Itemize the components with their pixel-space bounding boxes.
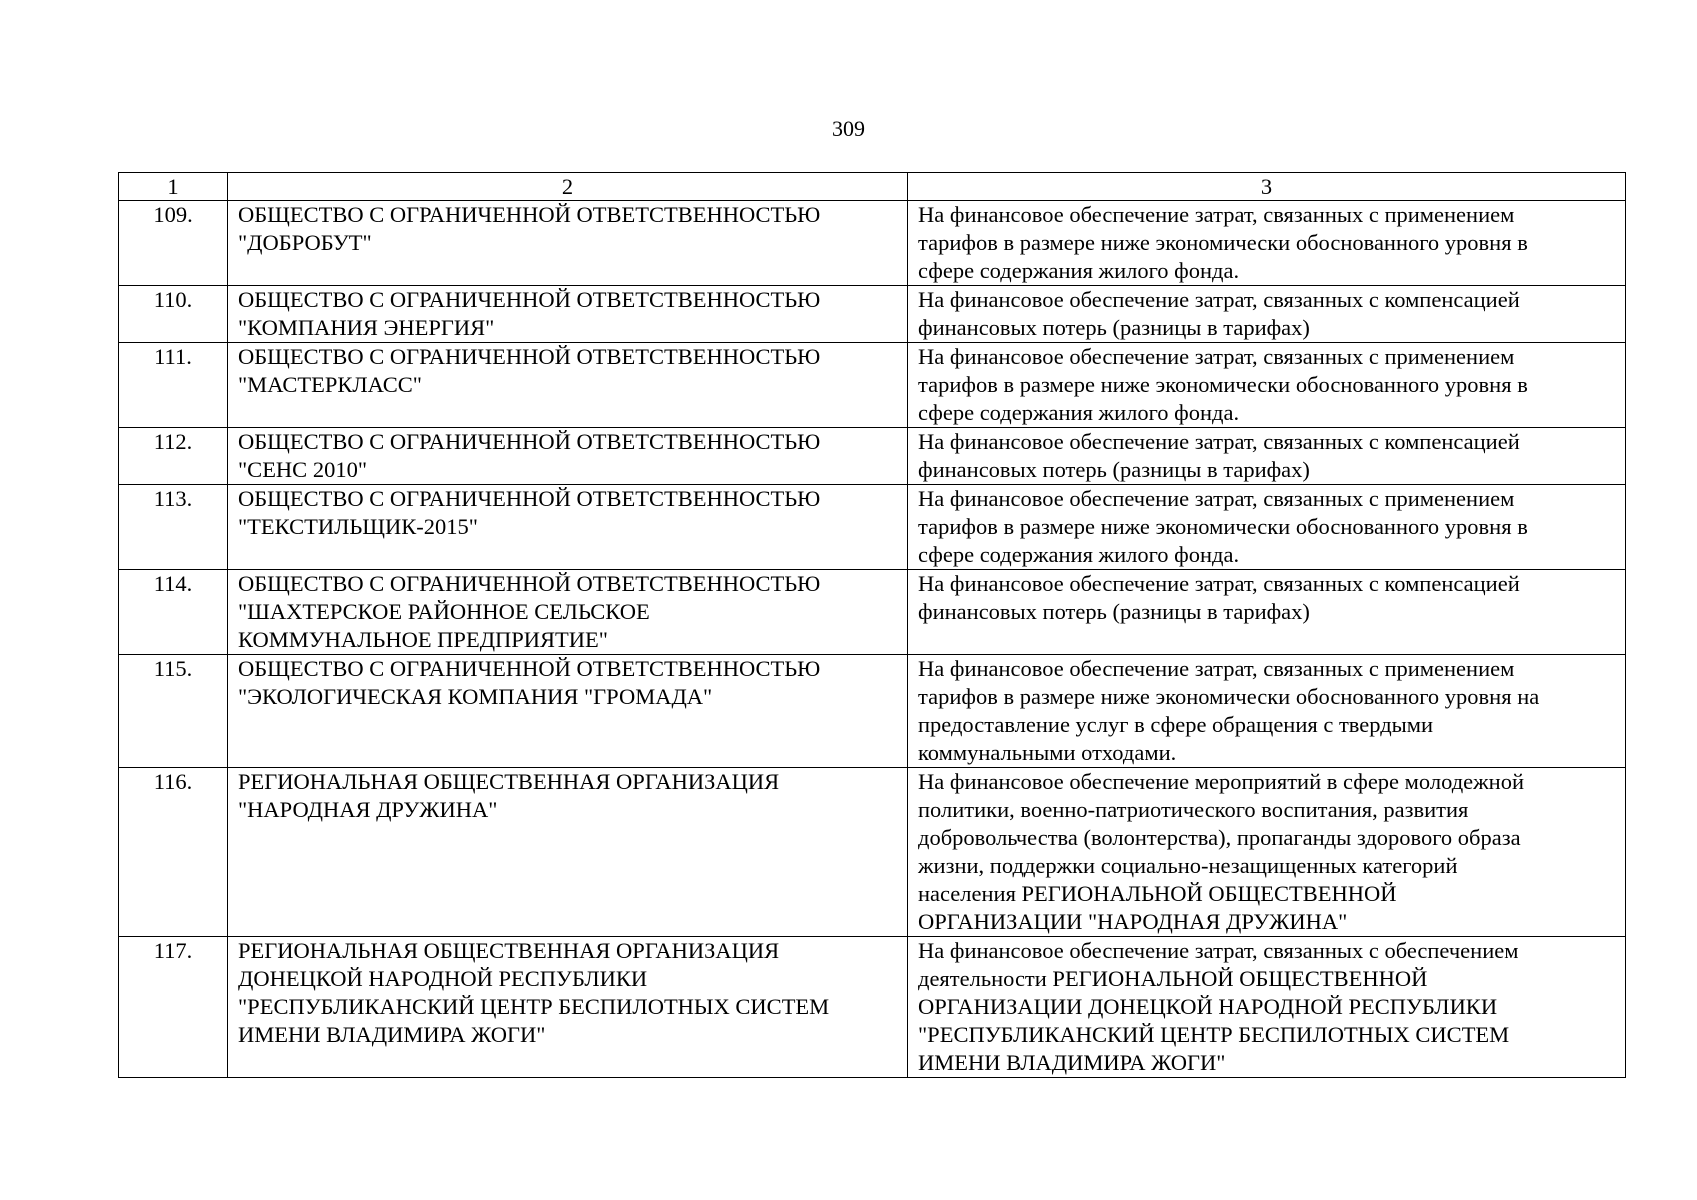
subsidy-purpose [908, 937, 1626, 1078]
table-row [119, 655, 1626, 768]
subsidy-purpose-text: На финансовое обеспечение затрат, связанных с применением тарифов в размере ниже экономически обоснованного уровня на предоставление услуг в сфере обращения с твердыми коммунальными отходами. [918, 656, 1540, 765]
organization-name-text: ОБЩЕСТВО С ОГРАНИЧЕННОЙ ОТВЕТСТВЕННОСТЬЮ "МАСТЕРКЛАСС" [238, 344, 821, 397]
subsidy-purpose-text: На финансовое обеспечение затрат, связанных с компенсацией финансовых потерь (разницы в тарифах) [918, 429, 1520, 482]
subsidy-purpose [908, 343, 1626, 428]
subsidy-purpose-text: На финансовое обеспечение мероприятий в сфере молодежной политики, военно-патриотического воспитания, развития добровольчества (волонтерства), пропаганды здорового образа жизни, поддержки социально-незащищенных категорий населения РЕГИОНАЛЬНОЙ ОБЩЕСТВЕННОЙ ОРГАНИЗАЦИИ "НАРОДНАЯ ДРУЖИНА" [918, 769, 1525, 934]
subsidy-purpose-text: На финансовое обеспечение затрат, связанных с применением тарифов в размере ниже экономически обоснованного уровня в сфере содержания жилого фонда. [918, 202, 1528, 283]
header-col-2: 2 [228, 173, 908, 201]
subsidy-purpose [908, 485, 1626, 570]
organization-name-text: ОБЩЕСТВО С ОГРАНИЧЕННОЙ ОТВЕТСТВЕННОСТЬЮ "ЭКОЛОГИЧЕСКАЯ КОМПАНИЯ "ГРОМАДА" [238, 656, 821, 709]
organization-name [228, 655, 908, 768]
table-row [119, 201, 1626, 286]
subsidy-purpose-text: На финансовое обеспечение затрат, связанных с применением тарифов в размере ниже экономически обоснованного уровня в сфере содержания жилого фонда. [918, 344, 1528, 425]
row-number: 116. [119, 768, 228, 937]
row-number: 112. [119, 428, 228, 485]
subsidy-purpose [908, 655, 1626, 768]
subsidy-purpose [908, 286, 1626, 343]
subsidy-purpose [908, 570, 1626, 655]
organization-name-text: ОБЩЕСТВО С ОГРАНИЧЕННОЙ ОТВЕТСТВЕННОСТЬЮ "ДОБРОБУТ" [238, 202, 821, 255]
table-row [119, 570, 1626, 655]
subsidy-purpose [908, 768, 1626, 937]
recipients-table [118, 172, 1626, 1078]
subsidy-purpose-text: На финансовое обеспечение затрат, связанных с обеспечением деятельности РЕГИОНАЛЬНОЙ ОБЩЕСТВЕННОЙ ОРГАНИЗАЦИИ ДОНЕЦКОЙ НАРОДНОЙ РЕСПУБЛИКИ "РЕСПУБЛИКАНСКИЙ ЦЕНТР БЕСПИЛОТНЫХ СИСТЕМ ИМЕНИ ВЛАДИМИРА ЖОГИ" [918, 938, 1519, 1075]
organization-name-text: ОБЩЕСТВО С ОГРАНИЧЕННОЙ ОТВЕТСТВЕННОСТЬЮ "ШАХТЕРСКОЕ РАЙОННОЕ СЕЛЬСКОЕ КОММУНАЛЬНОЕ ПРЕДПРИЯТИЕ" [238, 571, 821, 652]
organization-name-text: РЕГИОНАЛЬНАЯ ОБЩЕСТВЕННАЯ ОРГАНИЗАЦИЯ "НАРОДНАЯ ДРУЖИНА" [238, 769, 780, 822]
organization-name-text: РЕГИОНАЛЬНАЯ ОБЩЕСТВЕННАЯ ОРГАНИЗАЦИЯ ДОНЕЦКОЙ НАРОДНОЙ РЕСПУБЛИКИ "РЕСПУБЛИКАНСКИЙ ЦЕНТР БЕСПИЛОТНЫХ СИСТЕМ ИМЕНИ ВЛАДИМИРА ЖОГИ" [238, 938, 830, 1047]
table-row [119, 485, 1626, 570]
organization-name [228, 201, 908, 286]
organization-name [228, 343, 908, 428]
table-row [119, 768, 1626, 937]
subsidy-purpose-text: На финансовое обеспечение затрат, связанных с компенсацией финансовых потерь (разницы в тарифах) [918, 287, 1520, 340]
subsidy-purpose [908, 428, 1626, 485]
organization-name-text: ОБЩЕСТВО С ОГРАНИЧЕННОЙ ОТВЕТСТВЕННОСТЬЮ "КОМПАНИЯ ЭНЕРГИЯ" [238, 287, 821, 340]
table-row [119, 343, 1626, 428]
organization-name [228, 286, 908, 343]
table-row [119, 428, 1626, 485]
table-row [119, 286, 1626, 343]
subsidy-purpose-text: На финансовое обеспечение затрат, связанных с применением тарифов в размере ниже экономически обоснованного уровня в сфере содержания жилого фонда. [918, 486, 1528, 567]
subsidy-purpose-text: На финансовое обеспечение затрат, связанных с компенсацией финансовых потерь (разницы в тарифах) [918, 571, 1520, 624]
row-number: 111. [119, 343, 228, 428]
row-number: 109. [119, 201, 228, 286]
organization-name-text: ОБЩЕСТВО С ОГРАНИЧЕННОЙ ОТВЕТСТВЕННОСТЬЮ "СЕНС 2010" [238, 429, 821, 482]
header-col-3: 3 [908, 173, 1626, 201]
table-row [119, 937, 1626, 1078]
row-number: 117. [119, 937, 228, 1078]
organization-name [228, 937, 908, 1078]
organization-name [228, 570, 908, 655]
subsidy-purpose [908, 201, 1626, 286]
row-number: 113. [119, 485, 228, 570]
organization-name-text: ОБЩЕСТВО С ОГРАНИЧЕННОЙ ОТВЕТСТВЕННОСТЬЮ "ТЕКСТИЛЬЩИК-2015" [238, 486, 821, 539]
page-number: 309 [832, 116, 865, 141]
organization-name [228, 428, 908, 485]
row-number: 115. [119, 655, 228, 768]
organization-name [228, 768, 908, 937]
organization-name [228, 485, 908, 570]
row-number: 110. [119, 286, 228, 343]
row-number: 114. [119, 570, 228, 655]
table-header-row [119, 173, 1626, 201]
header-col-1: 1 [119, 173, 228, 201]
